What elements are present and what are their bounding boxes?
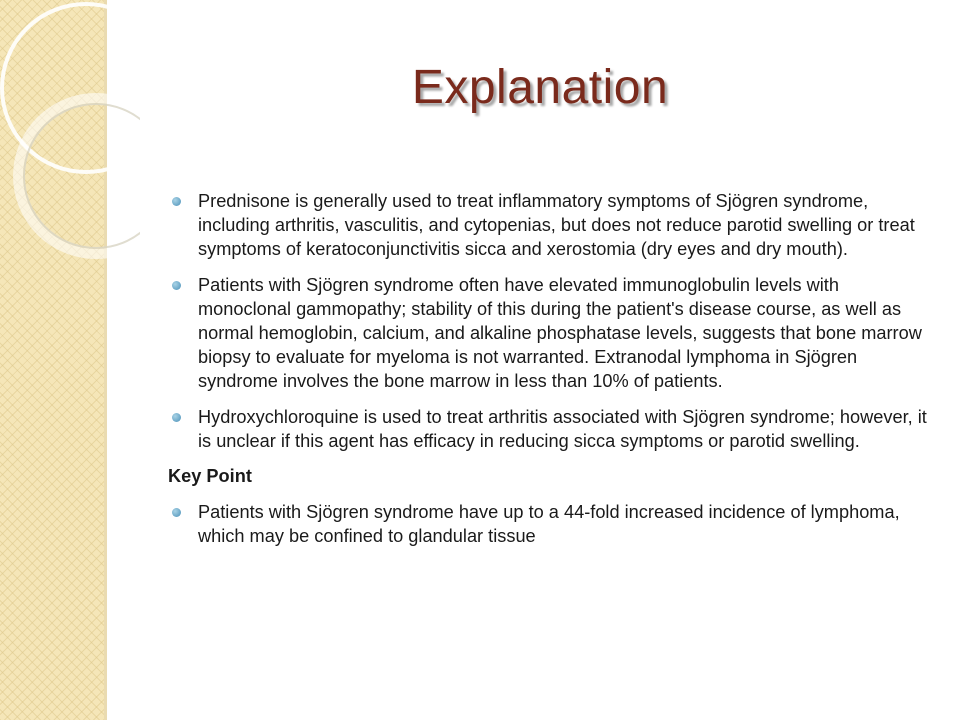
bullet-dot-icon — [172, 197, 181, 206]
bullet-text: Patients with Sjögren syndrome often have elevated immunoglobulin levels with monoclonal gammopathy; stability of this during the patient's disease course, as well as normal hemoglobin, calcium, and alkaline phosphatase levels, suggests that bone marrow biopsy to evaluate for myeloma is not warranted. Extranodal lymphoma in Sjögren syndrome involves the bone marrow in less than 10% of patients. — [198, 274, 922, 392]
bullet-hydroxychloroquine — [168, 405, 932, 453]
bullet-immunoglobulin — [168, 273, 932, 394]
slide-content — [168, 189, 932, 560]
bullet-prednisone — [168, 189, 932, 262]
bullet-text: Patients with Sjögren syndrome have up to a 44-fold increased incidence of lymphoma, which may be confined to glandular tissue — [198, 502, 900, 547]
bullet-text: Hydroxychloroquine is used to treat arthritis associated with Sjögren syndrome; however, it is unclear if this agent has efficacy in reducing sicca symptoms or parotid swelling. — [198, 406, 927, 451]
bullet-dot-icon — [172, 508, 181, 517]
key-point-heading: Key Point — [168, 466, 252, 487]
key-point-list — [168, 500, 932, 548]
bullet-dot-icon — [172, 413, 181, 422]
bullet-text: Prednisone is generally used to treat inflammatory symptoms of Sjögren syndrome, including arthritis, vasculitis, and cytopenias, but does not reduce parotid swelling or treat symptoms of keratoconjunctivitis sicca and xerostomia (dry eyes and dry mouth). — [198, 191, 915, 260]
slide-title: Explanation — [411, 61, 669, 114]
bullet-key-point — [168, 500, 932, 548]
bullet-dot-icon — [172, 281, 181, 290]
explanation-list — [168, 189, 932, 453]
decorative-ring-inner — [18, 98, 140, 254]
